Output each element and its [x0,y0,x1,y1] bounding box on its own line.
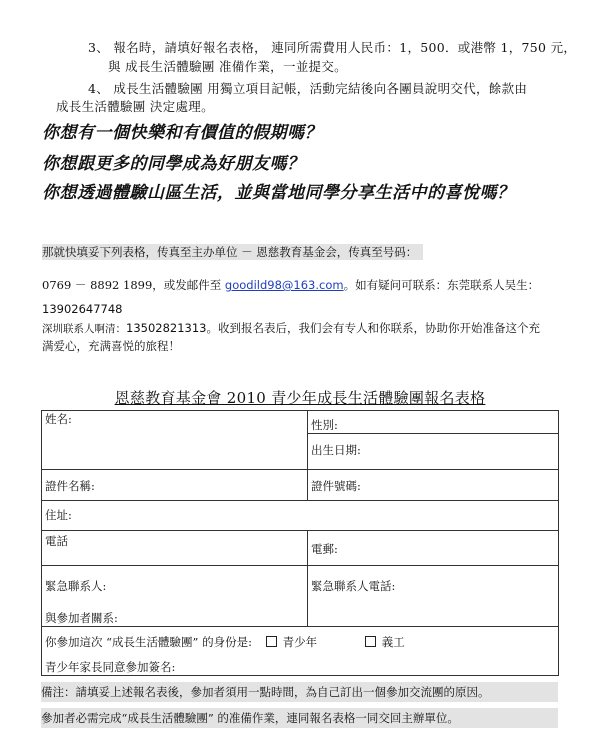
form-title: 恩慈教育基金會 2010 青少年成長生活體驗團報名表格 [114,389,486,407]
remark-note: 備注：請填妥上述報名表後，參加者須用一點時間，為自己訂出一個參加交流團的原因。 [41,682,558,702]
contact-fax-line [42,277,539,293]
question-make-friends: 你想跟更多的同學成為好朋友嗎？ [42,154,305,174]
youth-label: 青少年 [282,635,318,649]
email-label: 電郵: [311,542,338,556]
parent-consent-label: 青少年家長同意參加簽名: [45,660,176,674]
fax-number: 0769 － 8892 1899，或发邮件至 [42,278,225,292]
emergency-phone-label: 緊急聯系人電話: [311,579,396,593]
address-label: 住址: [45,508,72,522]
gender-field[interactable] [308,411,559,434]
email-field[interactable] [308,531,559,566]
note-item-4-line-1: 4、 成長生活體驗團 用獨立項目記帳，活動完結後向各團員說明交代，餘款由 [88,81,528,96]
volunteer-checkbox[interactable] [365,636,376,647]
note-item-3-line-2: 與 成長生活體驗團 准備作業，一並提交。 [108,59,347,74]
emergency-contact-field[interactable] [42,566,308,627]
note-item-3-line-1: 3、 報名時，請填好報名表格， 連同所需費用人民币：1，500．或港幣 1，750 元， [88,40,577,55]
relationship-label: 與參加者關系: [45,611,118,625]
address-field[interactable] [42,501,559,531]
preparation-requirement: 參加者必需完成“成長生活體驗團” 的准備作業，連同報名表格一同交回主辦單位。 [41,708,558,728]
name-field[interactable] [42,411,308,470]
shenzhen-contact-line [42,320,540,336]
shenzhen-contact-label: 深圳联系人啊清： [42,323,126,335]
id-number-label: 證件號碼: [311,479,361,493]
id-type-field[interactable] [42,470,308,501]
shenzhen-suffix: 。收到报名表后，我们会有专人和你联系，协助你开始准备这个充 [206,321,540,335]
emergency-phone-field[interactable] [308,566,559,627]
contact-intro: 那就快填妥下列表格，传真至主办单位 － 恩慈教育基金会，传真至号码： [42,244,423,260]
dongguan-phone: 13902647748 [42,302,123,316]
contact-closing: 满爱心，充满喜悦的旅程！ [42,339,180,353]
role-row [45,634,555,650]
registration-form [41,410,559,676]
question-mountain-life: 你想透過體驗山區生活，並與當地同學分享生活中的喜悅嗎？ [42,183,515,203]
id-number-field[interactable] [308,470,559,501]
birthdate-field[interactable] [308,434,559,470]
fax-suffix: 。如有疑问可联系：东莞联系人吴生： [343,278,540,292]
phone-field[interactable] [42,531,308,566]
question-happy-holiday: 你想有一個快樂和有價值的假期嗎？ [42,123,322,143]
id-type-label: 證件名稱: [45,479,95,493]
gender-label: 性別: [311,418,338,432]
shenzhen-phone: 13502821313 [126,321,207,335]
volunteer-label: 義工 [381,635,405,649]
name-label: 姓名: [45,412,72,426]
emergency-contact-label: 緊急聯系人: [45,579,107,593]
email-link[interactable]: goodild98@163.com [224,278,344,292]
note-item-4-line-2: 成長生活體驗團 決定處理。 [56,99,214,114]
birthdate-label: 出生日期: [311,443,361,457]
role-question: 你參加這次 “成長生活體驗團” 的身份是: [45,635,252,649]
role-field [42,627,559,676]
phone-label: 電話 [45,534,68,548]
youth-checkbox[interactable] [266,636,277,647]
